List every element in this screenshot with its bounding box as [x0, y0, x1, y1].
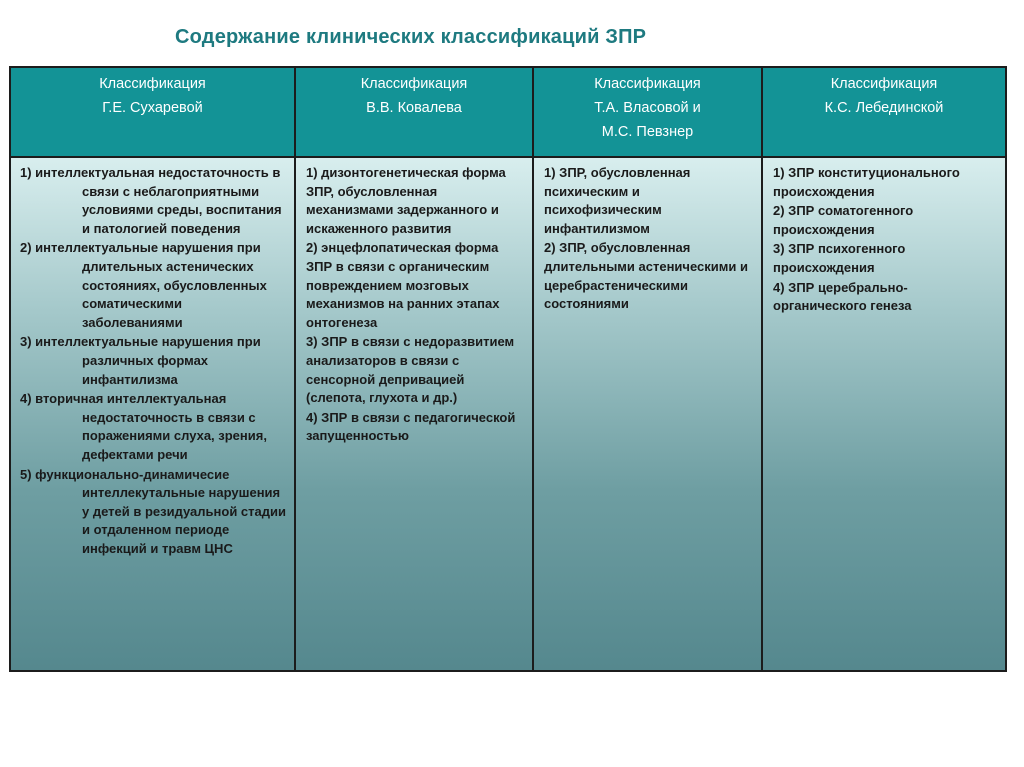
header-line: Т.А. Власовой и [594, 100, 701, 116]
header-line: Г.Е. Сухаревой [102, 100, 203, 116]
header-line: К.С. Лебединской [824, 100, 944, 116]
header-line: М.С. Певзнер [601, 124, 694, 140]
cell-vlasova-pevzner [534, 158, 761, 670]
cell-sukhareva [11, 158, 294, 670]
cell-kovalev [296, 158, 532, 670]
list-item: 4) ЗПР в связи с педагогической запущенностью [306, 409, 516, 444]
list-item: 2) энцефлопатическая форма ЗПР в связи с органическим повреждением мозговых механизмов на ранних этапах онтогенеза [306, 240, 500, 330]
header-vlasova-pevzner [534, 68, 761, 156]
list-item: 4) ЗПР церебрально-органического генеза [773, 279, 912, 314]
header-lebedinskaya [763, 68, 1005, 156]
list-item: 1) ЗПР конституционального происхождения [773, 165, 960, 199]
list-item: 3) интеллектуальные нарушения при различных формах инфантилизма [20, 334, 261, 387]
header-line: Классификация [360, 76, 468, 92]
list-item: 3) ЗПР в связи с недоразвитием анализаторов в связи с сенсорной депривацией (слепота, глухота и др.) [306, 334, 515, 406]
classification-table [9, 66, 1007, 672]
list-item: 1) ЗПР, обусловленная психическим и психофизическим инфантилизмом [544, 165, 691, 236]
list-item: 3) ЗПР психогенного происхождения [773, 241, 906, 275]
header-line: Классификация [594, 76, 701, 92]
slide-title: Содержание клинических классификаций ЗПР [175, 26, 647, 48]
cell-lebedinskaya [763, 158, 1005, 670]
header-kovalev [296, 68, 532, 156]
list-item: 2) интеллектуальные нарушения при длительных астенических состояниях, обусловленных соматическими заболеваниями [20, 240, 267, 330]
list-item: 4) вторичная интеллектуальная недостаточность в связи с поражениями слуха, зрения, дефектами речи [20, 391, 267, 462]
header-line: В.В. Ковалева [366, 100, 462, 116]
list-item: 2) ЗПР соматогенного происхождения [773, 203, 914, 237]
header-line: Классификация [99, 76, 206, 92]
list-item: 1) интеллектуальная недостаточность в связи с неблагоприятными условиями среды, воспитания и патологией поведения [20, 165, 282, 236]
header-sukhareva [11, 68, 294, 156]
list-item: 5) функционально-динамичесие интеллекутальные нарушения у детей в резидуальной стадии и отдаленном периоде инфекций и травм ЦНС [20, 466, 286, 556]
list-item: 2) ЗПР, обусловленная длительными астеническими и церебрастеническими состояниями [544, 240, 748, 312]
header-line: Классификация [830, 76, 938, 92]
list-item: 1) дизонтогенетическая форма ЗПР, обусловленная механизмами задержанного и искаженного развития [306, 165, 506, 236]
